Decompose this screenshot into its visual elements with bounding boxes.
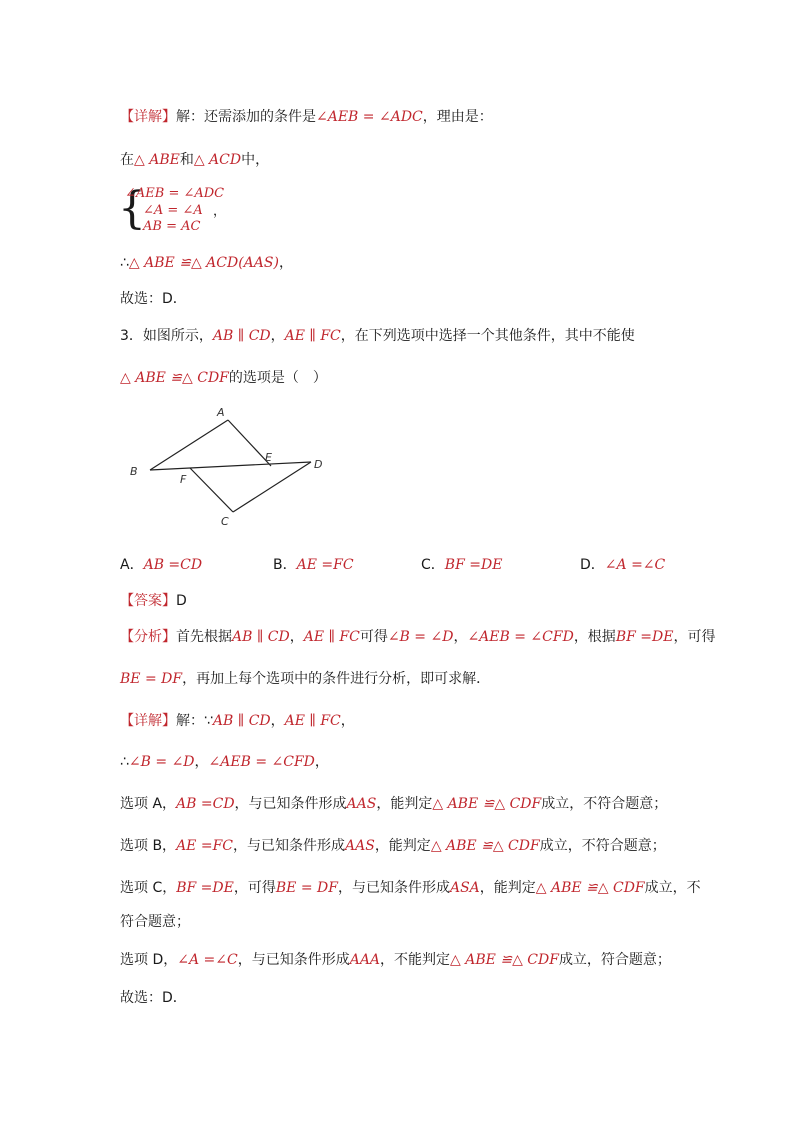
- option-c: [421, 555, 502, 575]
- label-E: E: [265, 451, 272, 464]
- option-math: BF =DE: [444, 557, 503, 573]
- analysis-tag: 【分析】: [120, 629, 176, 645]
- math: △ ABE ≌△ CDF: [535, 880, 645, 896]
- detail-line2: [120, 752, 329, 772]
- text: ，: [289, 629, 304, 645]
- math-p1: AB ∥ CD: [212, 328, 271, 344]
- math-tri1: △ ABE: [134, 152, 180, 168]
- text: ，不能判定: [380, 952, 451, 968]
- text: 选项 C，: [120, 880, 177, 896]
- math-conclusion: △ ABE ≌△ ACD(AAS): [128, 255, 279, 271]
- math: AB ∥ CD: [232, 629, 290, 645]
- label-C: C: [221, 515, 229, 528]
- geometry-figure: [118, 400, 338, 535]
- text: ，在下列选项中选择一个其他条件，其中不能使: [340, 328, 635, 344]
- text: 成立，不符合题意；: [541, 796, 668, 812]
- segment-BD: [150, 462, 311, 470]
- reason-text: ，理由是：: [422, 109, 493, 125]
- math: BF =DE: [176, 880, 234, 896]
- math: ∠A =∠C: [177, 952, 238, 968]
- option-letter: B．: [273, 557, 297, 573]
- text: 选项 A，: [120, 796, 177, 812]
- text: 可得: [359, 629, 388, 645]
- text: ，能判定: [376, 796, 433, 812]
- text: 成立，不: [644, 880, 701, 896]
- text: 的选项是（ ）: [228, 370, 327, 386]
- option-math: AE =FC: [296, 557, 354, 573]
- math: AAS: [345, 838, 375, 854]
- option-math: AB =CD: [143, 557, 203, 573]
- text: ，: [278, 255, 293, 271]
- text: ，与已知条件形成: [234, 796, 347, 812]
- question-number: 3．如图所示，: [120, 328, 213, 344]
- left-brace: {: [118, 183, 146, 234]
- detail-option-c: [120, 878, 701, 898]
- q3-choice: 故选：D．: [120, 990, 187, 1006]
- text: ，可得: [673, 629, 716, 645]
- text: 中，: [241, 152, 270, 168]
- option-letter: D．: [580, 557, 605, 573]
- math: AB ∥ CD: [212, 713, 271, 729]
- math-p2: AE ∥ FC: [284, 328, 341, 344]
- answer-tag: 【答案】: [120, 593, 176, 609]
- text: 成立，符合题意；: [558, 952, 671, 968]
- label-B: B: [130, 465, 138, 478]
- math: △ ABE ≌△ CDF: [432, 796, 542, 812]
- math: ∠AEB = ∠CFD: [467, 629, 574, 645]
- text: ，能判定: [374, 838, 431, 854]
- system-line-1: ∠AEB = ∠ADC: [125, 186, 225, 201]
- math: AE ∥ FC: [303, 629, 360, 645]
- system-line-3: AB = AC: [143, 219, 201, 234]
- segment-CF: [190, 468, 233, 512]
- math: ∠AEB = ∠CFD: [208, 754, 315, 770]
- math: ASA: [449, 880, 480, 896]
- detail-lead: 解：还需添加的条件是: [176, 109, 316, 125]
- segment-DC: [233, 462, 311, 512]
- analysis-line1: [120, 627, 715, 647]
- answer-value: D: [176, 593, 187, 609]
- option-d: [580, 555, 665, 575]
- text: ，与已知条件形成: [233, 838, 345, 854]
- option-b: [273, 555, 354, 575]
- prev-conclusion-line: [120, 253, 293, 273]
- math-tri2: △ ACD: [193, 152, 242, 168]
- detail-line1: [120, 711, 355, 731]
- prev-in-line: [120, 150, 269, 170]
- math: AE =FC: [176, 838, 233, 854]
- label-D: D: [314, 458, 323, 471]
- math: BF =DE: [615, 629, 674, 645]
- text: 首先根据: [176, 629, 232, 645]
- text: ，: [270, 713, 285, 729]
- system-comma: ，: [213, 204, 227, 219]
- text: ，可得: [233, 880, 276, 896]
- math-cong: △ ABE ≌△ CDF: [120, 370, 229, 386]
- prev-detail-line: [120, 107, 493, 127]
- option-letter: C．: [421, 557, 445, 573]
- text: 成立，不符合题意；: [539, 838, 666, 854]
- segment-BA: [150, 420, 228, 470]
- detail-option-d: [120, 950, 671, 970]
- math: BE = DF: [275, 880, 338, 896]
- text: 和: [179, 152, 194, 168]
- text: ，与已知条件形成: [237, 952, 350, 968]
- q3-stem-line1: [120, 326, 635, 346]
- math: △ ABE ≌△ CDF: [430, 838, 540, 854]
- math: ∠B = ∠D: [387, 629, 454, 645]
- therefore-symbol: ∴: [120, 754, 129, 770]
- option-letter: A．: [120, 557, 144, 573]
- text: ，能判定: [479, 880, 536, 896]
- detail-option-a: [120, 794, 667, 814]
- text: 选项 B，: [120, 838, 177, 854]
- text: 选项 D，: [120, 952, 178, 968]
- q3-stem-line2: [120, 368, 327, 388]
- text: ，与已知条件形成: [337, 880, 450, 896]
- analysis-line2: [120, 669, 490, 689]
- text: 解：∵: [176, 713, 213, 729]
- prev-choice: 故选：D．: [120, 291, 187, 307]
- label-A: A: [217, 406, 225, 419]
- therefore-symbol: ∴: [120, 255, 129, 271]
- text: 在: [120, 152, 134, 168]
- math: ∠B = ∠D: [128, 754, 195, 770]
- math: AB =CD: [176, 796, 235, 812]
- text: ，: [194, 754, 209, 770]
- math-condition: ∠AEB = ∠ADC: [316, 109, 423, 125]
- text: ，再加上每个选项中的条件进行分析，即可求解．: [182, 671, 491, 687]
- detail-option-b: [120, 836, 666, 856]
- text: ，: [314, 754, 329, 770]
- option-a: [120, 555, 202, 575]
- math: AAA: [349, 952, 381, 968]
- text: ，: [453, 629, 468, 645]
- answer-line: [120, 591, 187, 611]
- math: BE = DF: [120, 671, 183, 687]
- math: △ ABE ≌△ CDF: [450, 952, 559, 968]
- option-math: ∠A =∠C: [604, 557, 666, 573]
- math: AE ∥ FC: [284, 713, 341, 729]
- system-line-2: ∠A = ∠A: [143, 203, 203, 218]
- text: ，: [270, 328, 285, 344]
- label-F: F: [180, 473, 187, 486]
- detail-tag: 【详解】: [120, 109, 176, 125]
- text: ，根据: [573, 629, 616, 645]
- detail-option-c-cont: 符合题意；: [120, 914, 190, 930]
- detail-tag: 【详解】: [120, 713, 176, 729]
- math: AAS: [346, 796, 377, 812]
- text: ，: [340, 713, 355, 729]
